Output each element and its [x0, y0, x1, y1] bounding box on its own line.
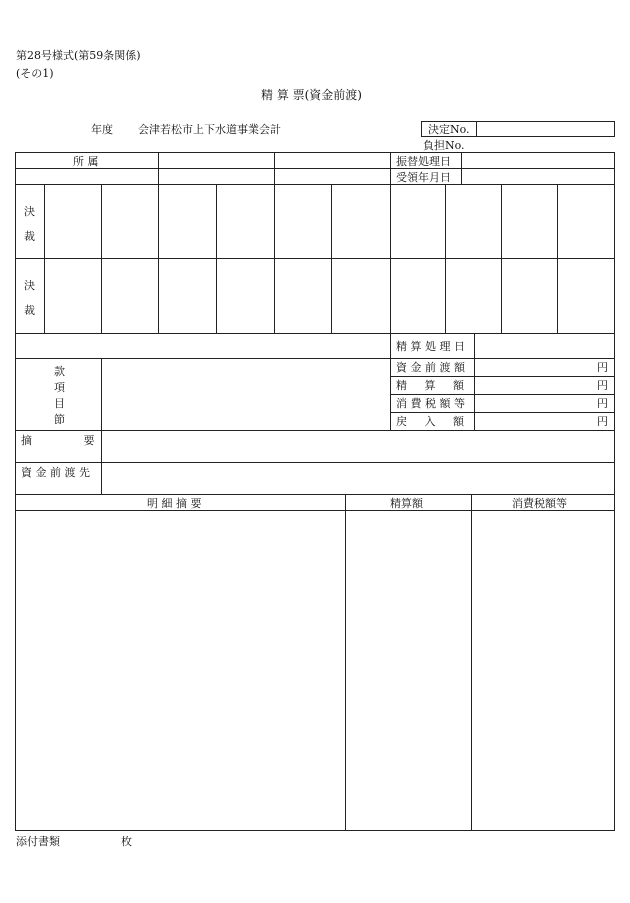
yen-unit: 円 — [597, 379, 608, 392]
approval-label-1a: 決 — [24, 205, 35, 218]
budget-label-moku: 目 — [54, 397, 65, 410]
attachments-label: 添付書類 — [16, 835, 60, 848]
yen-unit: 円 — [597, 361, 608, 374]
form-left-border — [15, 152, 16, 831]
yen-unit: 円 — [597, 415, 608, 428]
yen-unit: 円 — [597, 397, 608, 410]
approval-label-2b: 裁 — [24, 304, 35, 317]
budget-label-setsu: 節 — [54, 413, 65, 426]
detail-amount-header: 精算額 — [390, 497, 423, 510]
recipient-label: 資 金 前 渡 先 — [21, 466, 90, 479]
return-amount-label: 戻 入 額 — [396, 415, 464, 428]
detail-summary-header: 明 細 摘 要 — [147, 497, 202, 510]
detail-tax-header: 消費税額等 — [512, 497, 567, 510]
advance-amount-label: 資 金 前 渡 額 — [396, 361, 465, 374]
accounting-name: 会津若松市上下水道事業会計 — [138, 123, 281, 136]
receipt-date-label: 受領年月日 — [396, 171, 451, 184]
approval-label-2a: 決 — [24, 279, 35, 292]
fiscal-year-label: 年度 — [91, 123, 113, 136]
settled-amount-label: 精 算 額 — [396, 379, 464, 392]
summary-label: 摘 要 — [21, 434, 95, 447]
budget-label-kou: 項 — [54, 381, 65, 394]
attachments-unit: 枚 — [121, 835, 132, 848]
approval-label-1b: 裁 — [24, 230, 35, 243]
budget-label-kan: 款 — [54, 365, 65, 378]
transfer-date-label: 振替処理日 — [396, 155, 451, 168]
burden-no-label: 負担No. — [423, 139, 465, 152]
form-part: (その1) — [16, 67, 54, 80]
settlement-process-date-label: 精 算 処 理 日 — [396, 340, 465, 353]
form-right-border — [614, 152, 615, 831]
page-title: 精 算 票(資金前渡) — [261, 88, 362, 102]
affiliation-label: 所 属 — [73, 155, 99, 168]
tax-amount-label: 消 費 税 額 等 — [396, 397, 465, 410]
decision-no-label: 決定No. — [428, 123, 470, 136]
form-number: 第28号様式(第59条関係) — [16, 49, 141, 62]
